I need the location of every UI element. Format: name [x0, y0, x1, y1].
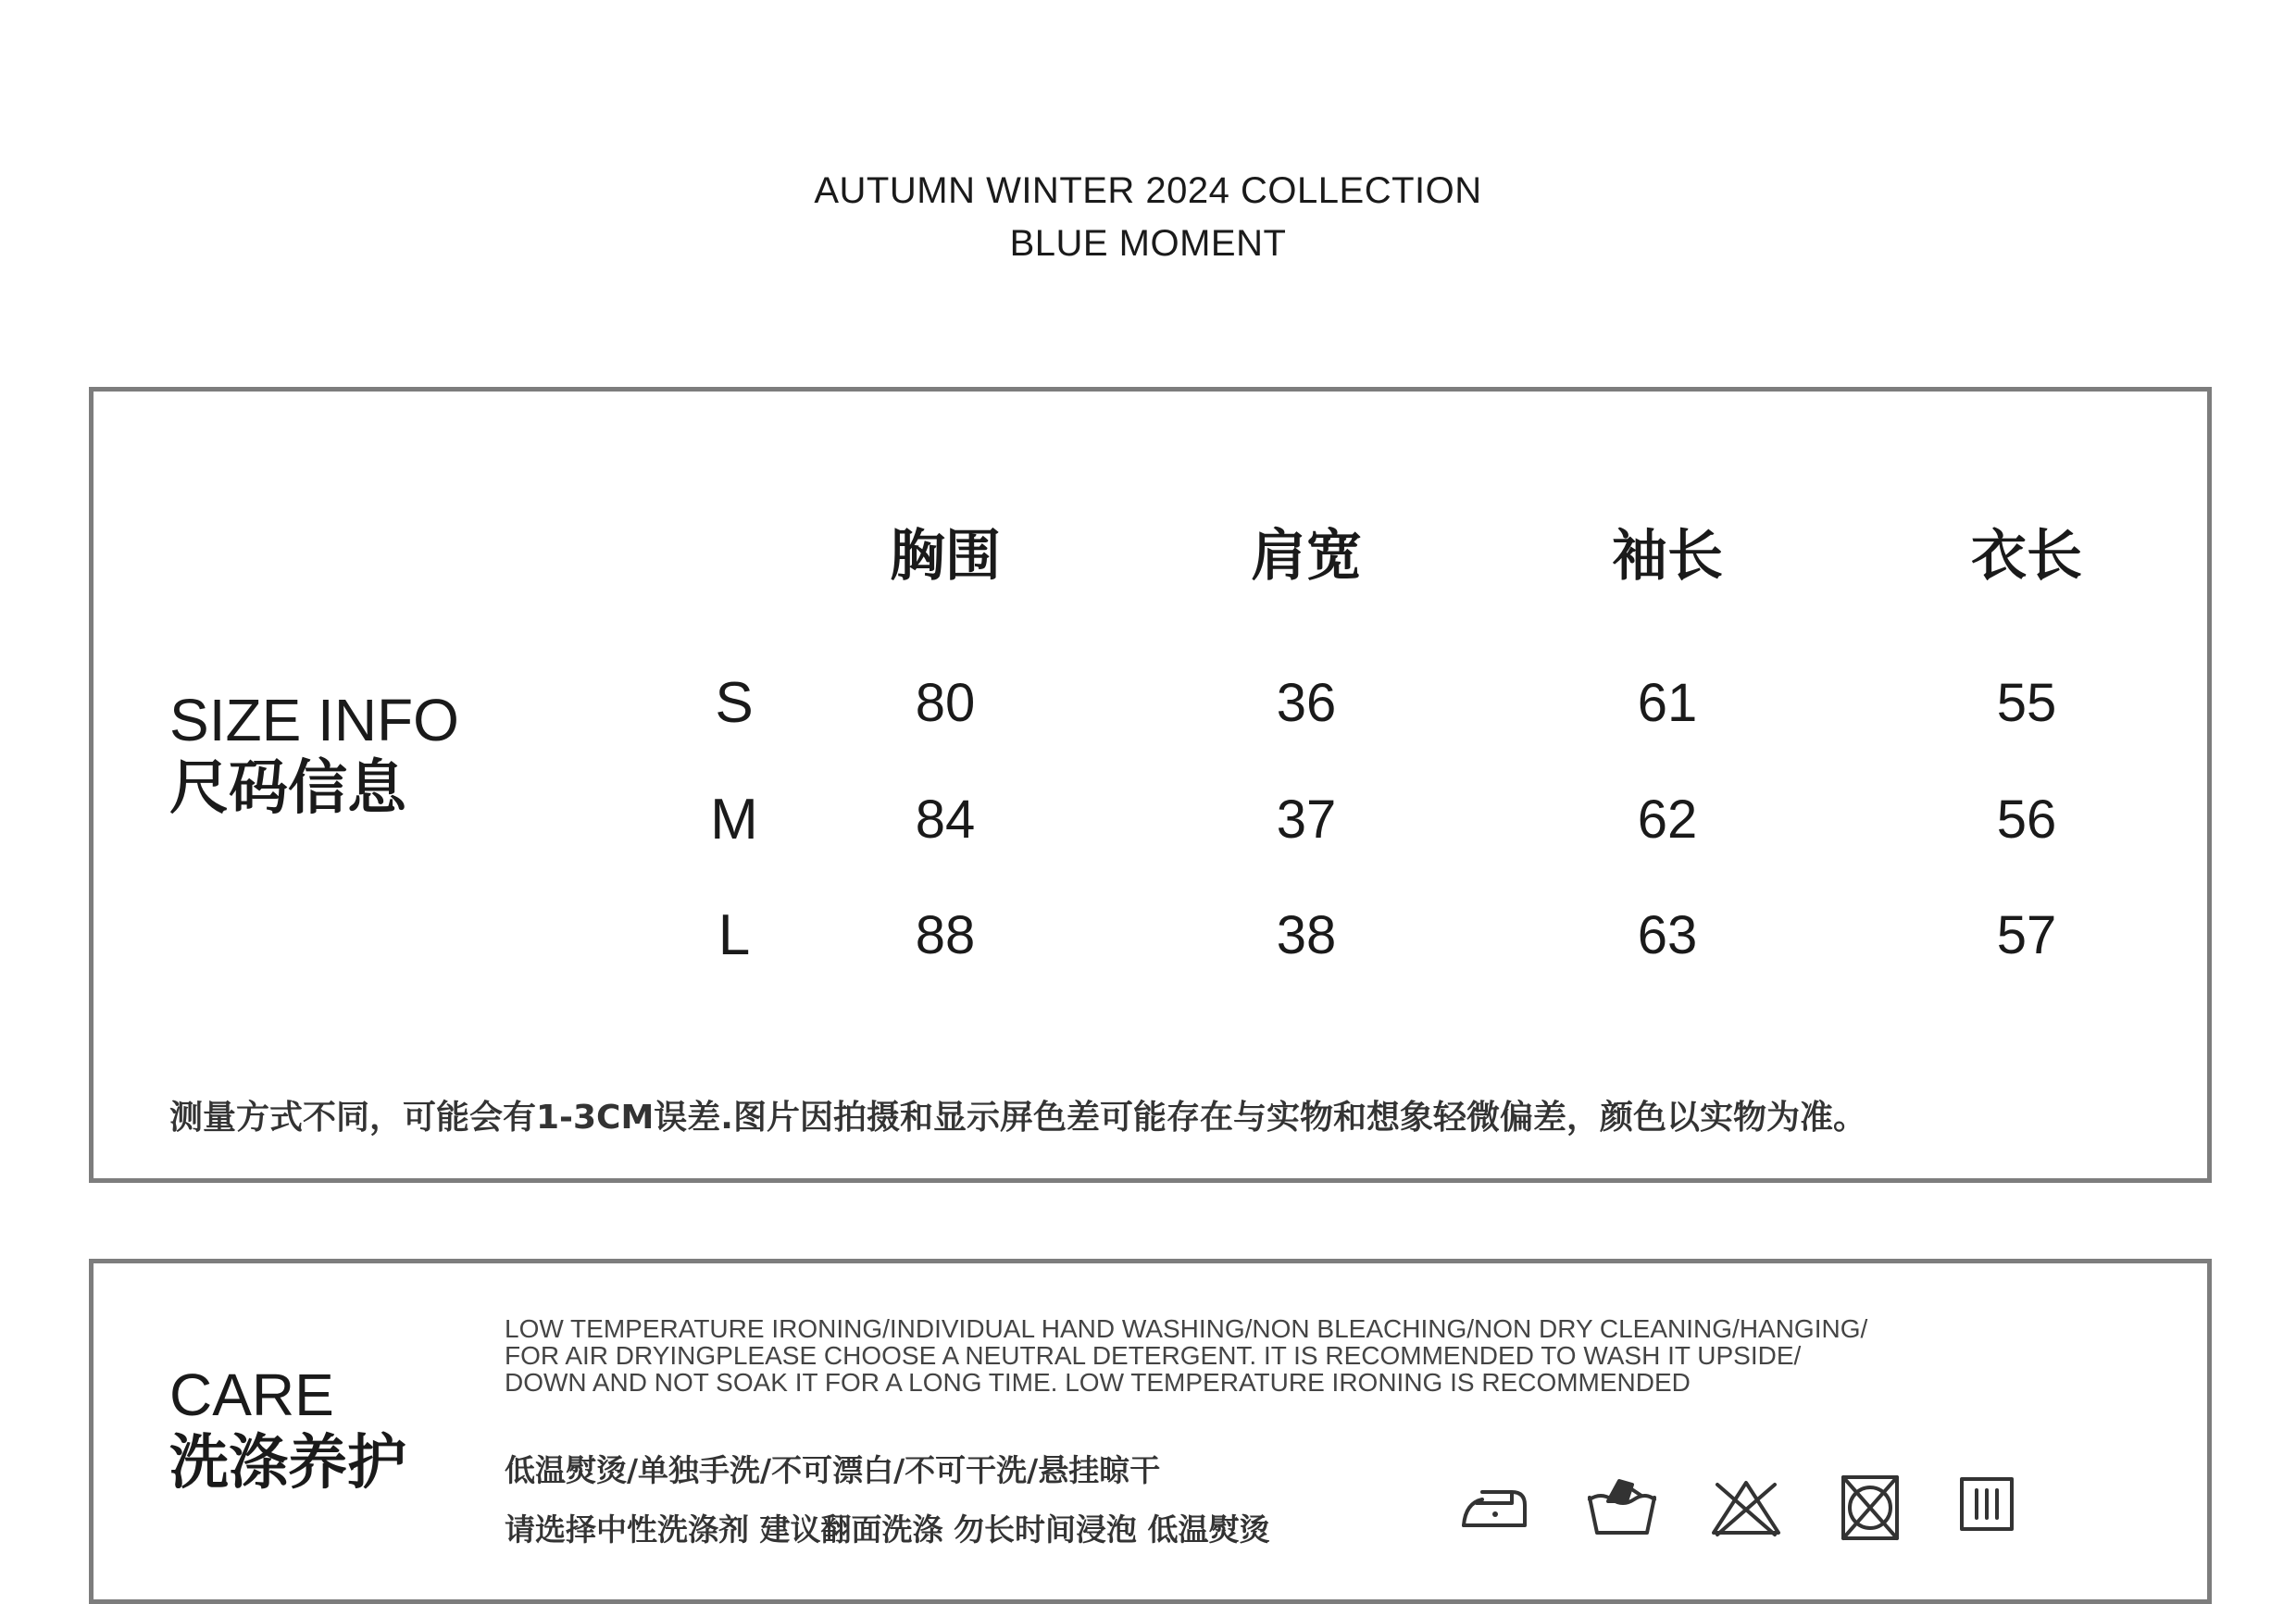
sleeve-value: 62 [1637, 790, 1698, 850]
size-row-m [94, 783, 2207, 857]
collection-header [0, 165, 2296, 270]
care-instructions-cn: 低温熨烫/单独手洗/不可漂白/不可干洗/悬挂晾干 [505, 1452, 1161, 1488]
chest-value: 80 [915, 673, 976, 733]
column-header-shoulder: 肩宽 [1251, 524, 1362, 589]
size-label: L [718, 903, 751, 967]
measurement-note: 测量方式不同，可能会有1-3CM误差.图片因拍摄和显示屏色差可能存在与实物和想象轻微偏差，颜色以实物为准。 [169, 1099, 1866, 1137]
shoulder-value: 36 [1276, 673, 1337, 733]
column-header-length: 衣长 [1971, 524, 2082, 589]
length-value: 57 [1996, 905, 2057, 965]
no-bleach-icon [1704, 1472, 1788, 1546]
hang-dry-icon [1945, 1472, 2028, 1546]
length-value: 56 [1996, 790, 2057, 850]
no-dry-clean-icon [1828, 1472, 1912, 1546]
chest-value: 84 [915, 790, 976, 850]
sleeve-value: 63 [1637, 905, 1698, 965]
care-text-line: DOWN AND NOT SOAK IT FOR A LONG TIME. LOW TEMPERATURE IRONING IS RECOMMENDED [505, 1368, 1691, 1397]
care-panel [89, 1259, 2212, 1604]
low-temperature-iron-icon [1454, 1472, 1538, 1546]
length-value: 55 [1996, 673, 2057, 733]
size-row-s [94, 666, 2207, 740]
collection-subtitle: BLUE MOMENT [1009, 223, 1287, 264]
collection-title: AUTUMN WINTER 2024 COLLECTION [814, 170, 1482, 211]
chest-value: 88 [915, 905, 976, 965]
care-text-line: FOR AIR DRYINGPLEASE CHOOSE A NEUTRAL DETERGENT. IT IS RECOMMENDED TO WASH IT UPSIDE/ [505, 1341, 1802, 1370]
care-text-line: LOW TEMPERATURE IRONING/INDIVIDUAL HAND WASHING/NON BLEACHING/NON DRY CLEANING/HANGING/ [505, 1314, 1868, 1343]
care-label-cn: 洗涤养护 [169, 1429, 406, 1498]
size-label: S [715, 671, 754, 735]
size-label: M [710, 788, 758, 852]
size-info-label-en: SIZE INFO [169, 687, 459, 753]
size-info-label-cn: 尺码信息 [169, 754, 406, 823]
shoulder-value: 37 [1276, 790, 1337, 850]
hand-wash-icon [1580, 1472, 1664, 1546]
size-info-panel [89, 387, 2212, 1183]
care-recommendations-cn: 请选择中性洗涤剂 建议翻面洗涤 勿长时间浸泡 低温熨烫 [505, 1511, 1270, 1548]
column-header-chest: 胸围 [890, 524, 1001, 589]
care-instructions-en [505, 1315, 1867, 1396]
care-label [169, 1361, 406, 1498]
sleeve-value: 61 [1637, 673, 1698, 733]
size-row-l [94, 899, 2207, 973]
care-label-en: CARE [169, 1362, 334, 1428]
shoulder-value: 38 [1276, 905, 1337, 965]
column-header-sleeve: 袖长 [1612, 524, 1723, 589]
